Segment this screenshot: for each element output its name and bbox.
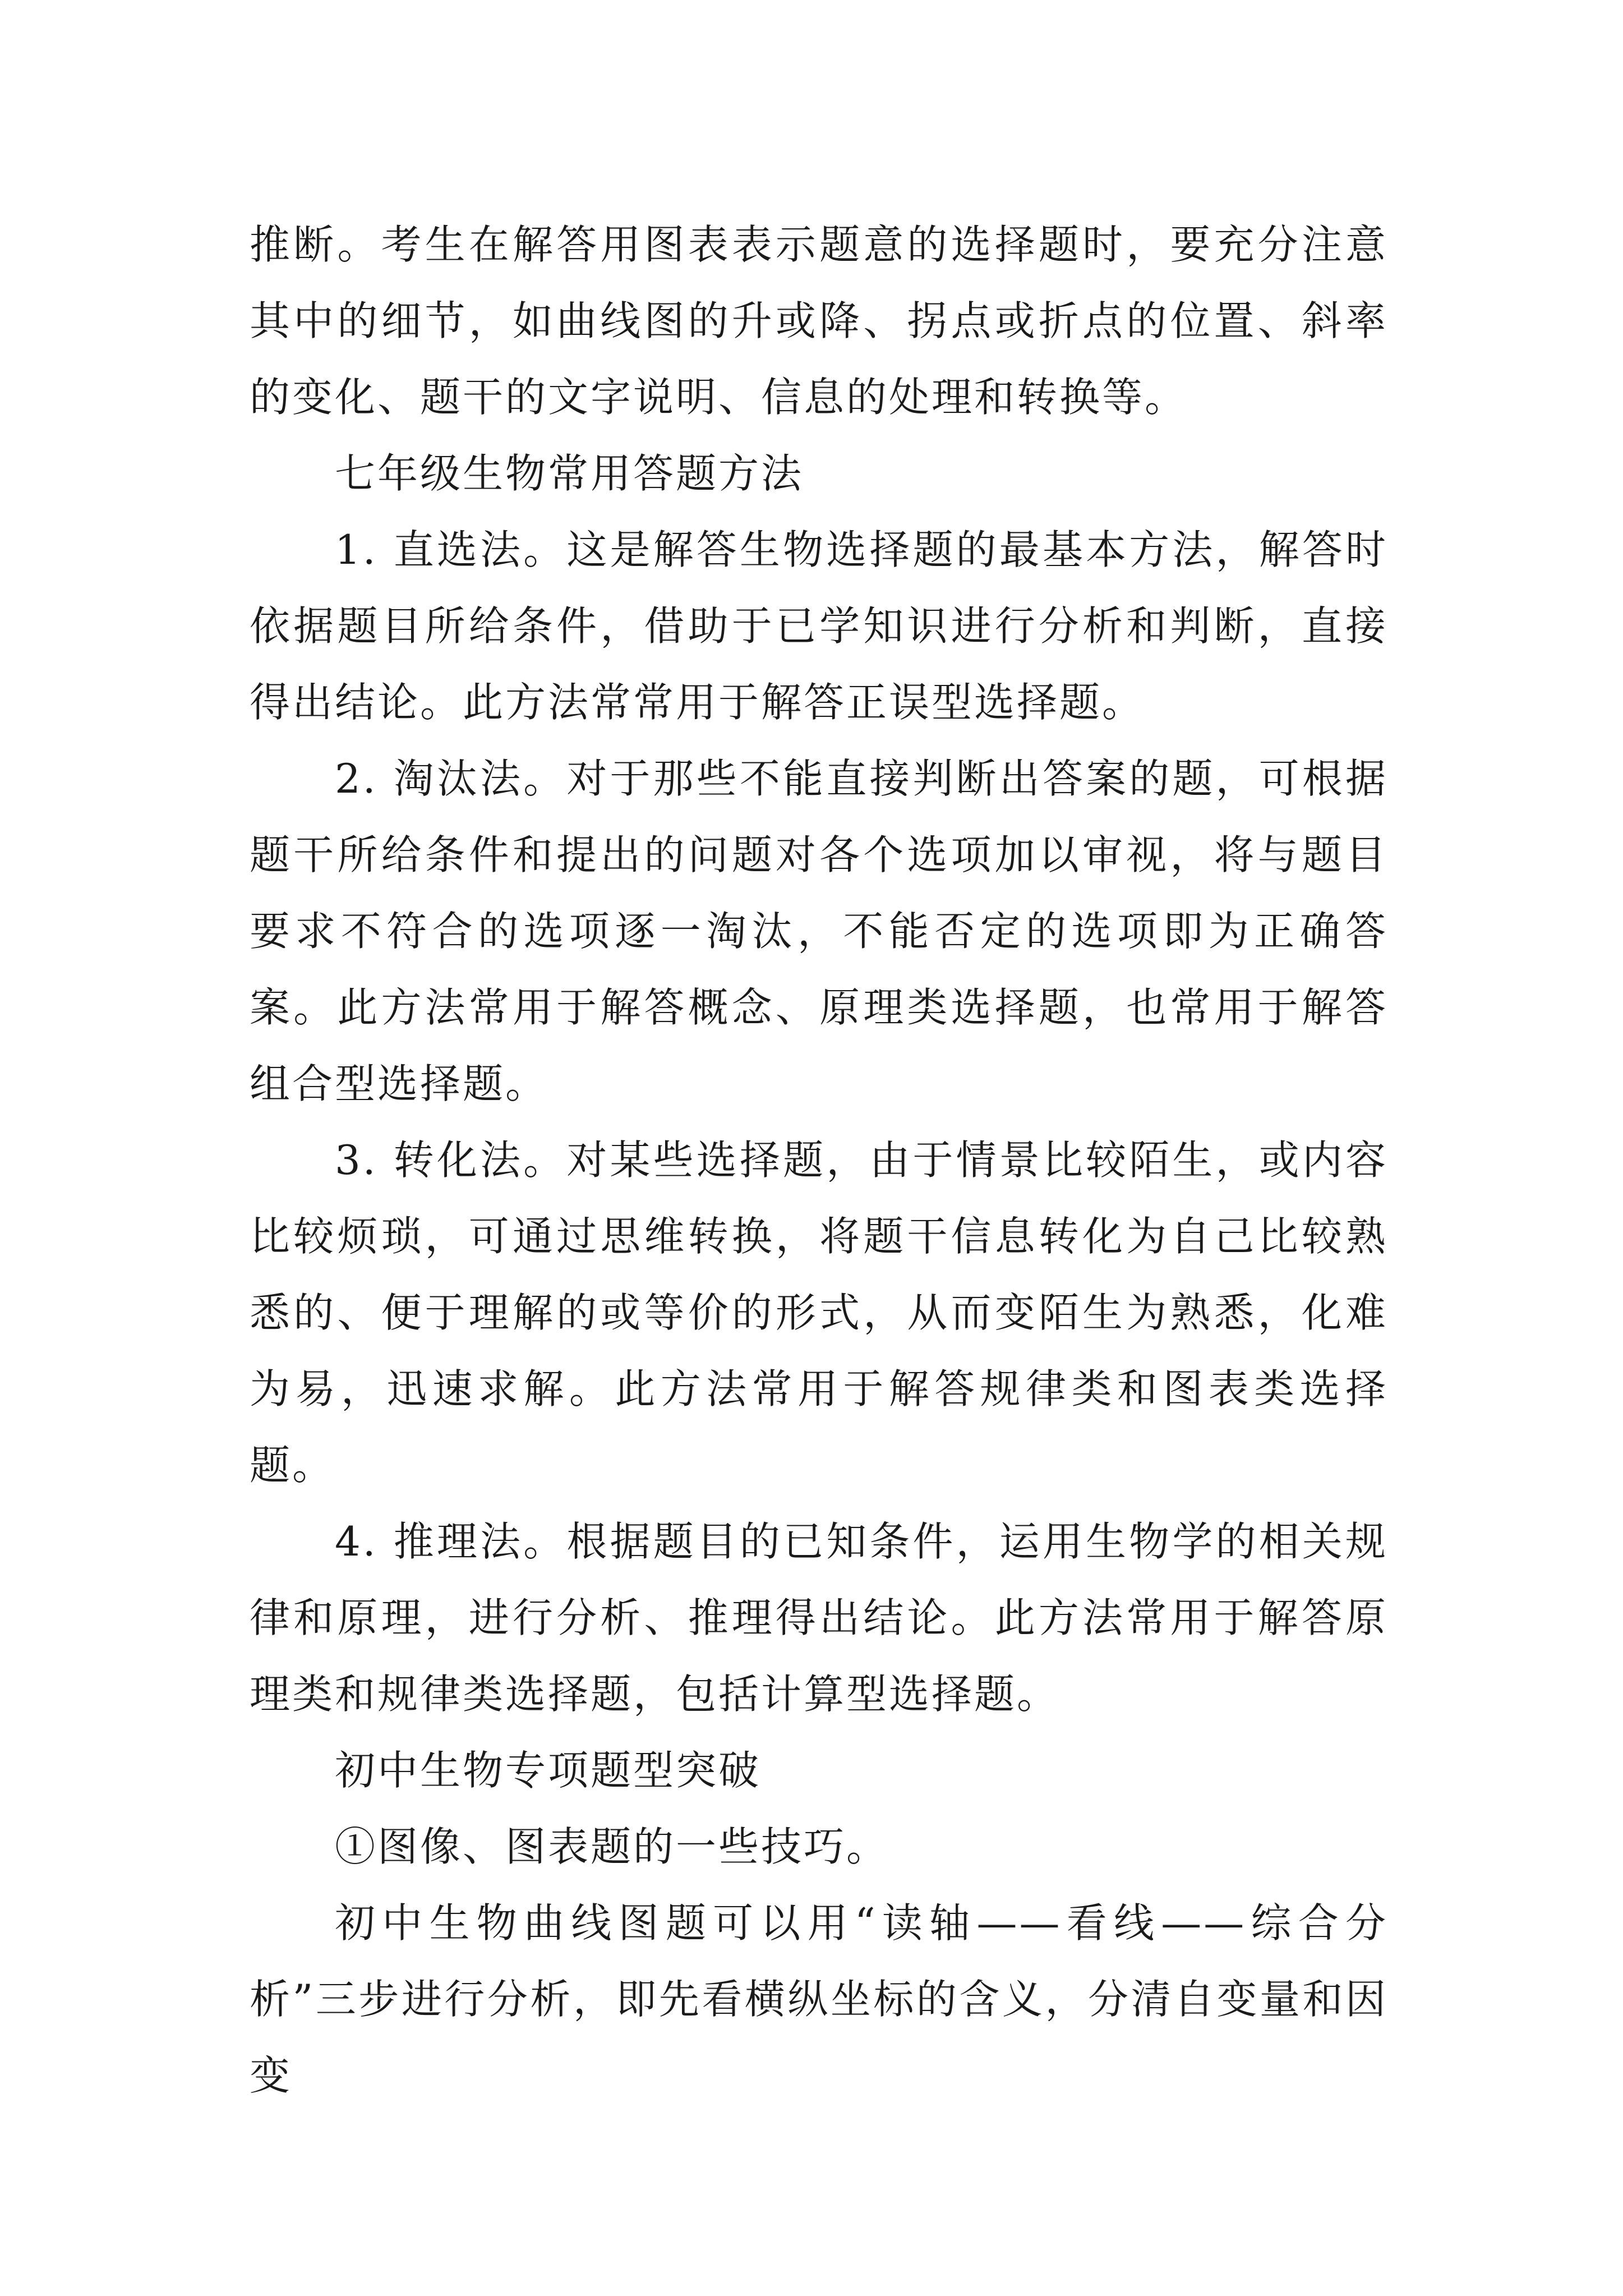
subheading-chart-tips: ①图像、图表题的一些技巧。 <box>335 1823 889 1870</box>
document-body <box>250 206 1388 2114</box>
paragraph-elimination: 2. 淘汰法。对于那些不能直接判断出答案的题，可根据题干所给条件和提出的问题对各个选项加以审视，将与题目要求不符合的选项逐一淘汰，不能否定的选项即为正确答案。此方法常用于解答概念、原理类选择题，也常用于解答组合型选择题。 <box>250 755 1388 1107</box>
paragraph-curve-analysis: 初中生物曲线图题可以用“读轴——看线——综合分析”三步进行分析，即先看横纵坐标的含义，分清自变量和因变 <box>250 1899 1388 2099</box>
paragraph-continuation: 推断。考生在解答用图表表示题意的选择题时，要充分注意其中的细节，如曲线图的升或降、拐点或折点的位置、斜率的变化、题干的文字说明、信息的处理和转换等。 <box>250 221 1388 421</box>
paragraph-direct-selection: 1. 直选法。这是解答生物选择题的最基本方法，解答时依据题目所给条件，借助于已学知识进行分析和判断，直接得出结论。此方法常常用于解答正误型选择题。 <box>250 526 1388 726</box>
section-heading-question-types: 初中生物专项题型突破 <box>335 1747 762 1794</box>
paragraph-transformation: 3. 转化法。对某些选择题，由于情景比较陌生，或内容比较烦琐，可通过思维转换，将题干信息转化为自己比较熟悉的、便于理解的或等价的形式，从而变陌生为熟悉，化难为易，迅速求解。此方法常用于解答规律类和图表类选择题。 <box>250 1137 1388 1489</box>
paragraph-reasoning: 4. 推理法。根据题目的已知条件，运用生物学的相关规律和原理，进行分析、推理得出结论。此方法常用于解答原理类和规律类选择题，包括计算型选择题。 <box>250 1518 1388 1718</box>
section-heading-answer-methods: 七年级生物常用答题方法 <box>335 450 804 497</box>
